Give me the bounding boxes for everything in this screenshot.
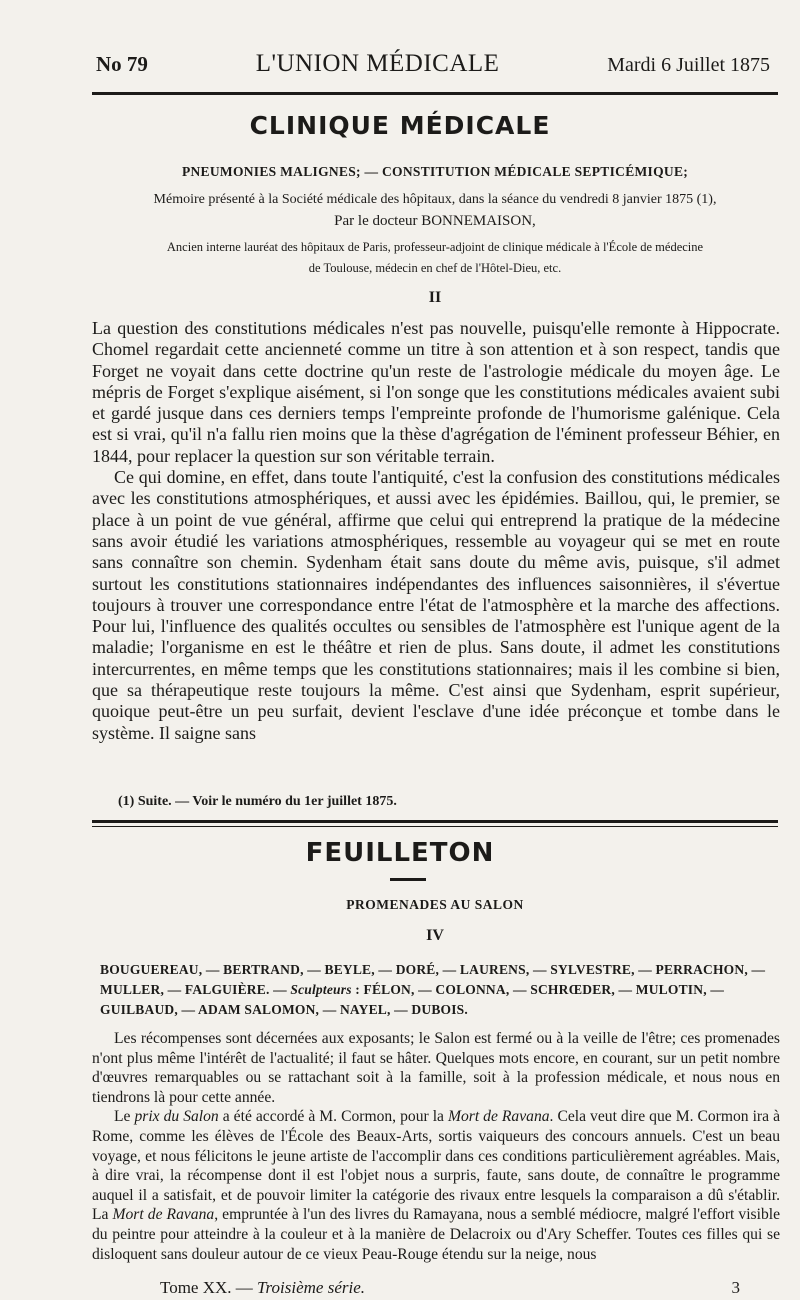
- article-subject: PNEUMONIES MALIGNES; — CONSTITUTION MÉDICALE SEPTICÉMIQUE;: [181, 164, 689, 179]
- issue-number: No 79: [96, 52, 148, 76]
- article-author: Par le docteur BONNEMAISON,: [334, 213, 536, 229]
- feuilleton-section-title: FEUILLETON: [305, 838, 495, 868]
- feuilleton-body: [92, 1029, 780, 1264]
- author-credentials-1: Ancien interne lauréat des hôpitaux de Paris, professeur-adjoint de clinique médicale à l'École de médecine: [166, 240, 704, 254]
- artists-line-2: MULLER, — FALGUIÈRE. — Sculpteurs : FÉLON, — COLONNA, — SCHRŒDER, — MULOTIN, —: [100, 982, 725, 997]
- clinique-body: [92, 318, 780, 744]
- feuilleton-title-dash: [390, 878, 426, 881]
- feuilleton-paragraph-2: Le prix du Salon a été accordé à M. Cormon, pour la Mort de Ravana. Cela veut dire que M. Cormon ira à Rome, comme les élèves de l'École des Beaux-Arts, sortis vaiqueurs des concours annuels. C'est un beau voyage, et nous félicitons le jeune artiste de l'accomplir dans ces conditions particulièrement agréables. Mais, à dire vrai, la récompense dont il est l'objet nous a surpris, faute, sans doute, de connaître le programme auquel il a satisfait, et de pouvoir limiter la catégorie des rivaux entre lesquels la comparaison a dû s'établir. La Mort de Ravana, empruntée à l'un des livres du Ramayana, nous a semblé médiocre, malgré l'effort visible du peintre pour atteindre à la couleur et à la manière de Delacroix ou d'Ary Scheffer. Toutes ces filles qui se disloquent sans douleur autour de ce vieux Peau-Rouge étendu sur la neige, nous: [92, 1108, 780, 1263]
- sculpteurs-label: Sculpteurs: [290, 982, 352, 997]
- clinique-paragraph-1: La question des constitutions médicales n'est pas nouvelle, puisqu'elle remonte à Hippocrate. Chomel regardait cette ancienneté comme un titre à son attention et à son respect, tandis que Forget ne voyait dans cette doctrine qu'un reste de l'astrologie médicale du moyen âge. Le mépris de Forget s'explique aisément, si l'on songe que les constitutions médicales avaient subi et gardé jusque dans ces derniers temps l'empreinte profonde de l'humorisme galénique. Cela est si vrai, qu'il n'a fallu rien moins que la thèse d'agrégation de l'éminent professeur Béhier, en 1844, pour replacer la question sur son véritable terrain.: [92, 318, 780, 466]
- artists-line-1: BOUGUEREAU, — BERTRAND, — BEYLE, — DORÉ, — LAURENS, — SYLVESTRE, — PERRACHON, —: [100, 962, 766, 977]
- issue-date: Mardi 6 Juillet 1875: [607, 54, 770, 76]
- artists-line-3: GUILBAUD, — ADAM SALOMON, — NAYEL, — DUBOIS.: [100, 1002, 468, 1017]
- artists-list: [100, 960, 778, 1020]
- feuilleton-rule-2: [92, 826, 778, 827]
- page-footer: [160, 1278, 740, 1298]
- tome-label: Tome XX. — Troisième série.: [160, 1278, 366, 1297]
- page-number: 3: [731, 1278, 740, 1297]
- memoire-line: Mémoire présenté à la Société médicale des hôpitaux, dans la séance du vendredi 8 janvier 1875 (1),: [153, 192, 717, 207]
- author-credentials-2: de Toulouse, médecin en chef de l'Hôtel-Dieu, etc.: [308, 261, 562, 275]
- clinique-section-title: CLINIQUE MÉDICALE: [249, 111, 551, 140]
- page-header: [96, 50, 770, 82]
- clinique-paragraph-2: Ce qui domine, en effet, dans toute l'antiquité, c'est la confusion des constitutions médicales avec les constitutions atmosphériques, et aussi avec les épidémies. Baillou, qui, le premier, se place à un point de vue général, affirme que celui qui entreprend la pratique de la médecine sans avoir étudié les variations atmosphériques, ressemble au voyageur qui se met en route sans connaître son chemin. Sydenham était sans doute du même avis, puisque, s'il admet surtout les constitutions stationnaires indépendantes des influences saisonnières, il s'évertue toujours à trouver une correspondance entre l'état de l'atmosphère et la marche des affections. Pour lui, l'influence des qualités occultes ou sensibles de l'atmosphère est l'unique agent de la maladie; l'organisme en est le théâtre et rien de plus. Sans doute, il admet les constitutions intercurrentes, en même temps que les constitutions stationnaires; mais il les combine si bien, que sa thérapeutique reste toujours la même. C'est ainsi que Sydenham, esprit supérieur, quoique peut-être un peu surfait, devient l'esclave d'une idée préconçue et tombe dans le système. Il saigne sans: [92, 467, 780, 743]
- footnote: (1) Suite. — Voir le numéro du 1er juillet 1875.: [118, 794, 397, 809]
- feuilleton-part-number: IV: [426, 927, 444, 944]
- journal-title: L'UNION MÉDICALE: [255, 50, 500, 77]
- feuilleton-paragraph-1: Les récompenses sont décernées aux exposants; le Salon est fermé ou à la veille de l'être; ces promenades n'ont plus même l'intérêt de l'actualité; il faut se hâter. Quelques mots encore, en courant, sur un petit nombre d'œuvres remarquables ou se rattachant soit à la famille, soit à la profession médicale, et nous nous en tiendrons là pour cette année.: [92, 1030, 780, 1106]
- header-rule: [92, 92, 778, 95]
- feuilleton-rule-1: [92, 820, 778, 823]
- article-part-number: II: [428, 289, 442, 306]
- feuilleton-subtitle: PROMENADES AU SALON: [346, 897, 524, 912]
